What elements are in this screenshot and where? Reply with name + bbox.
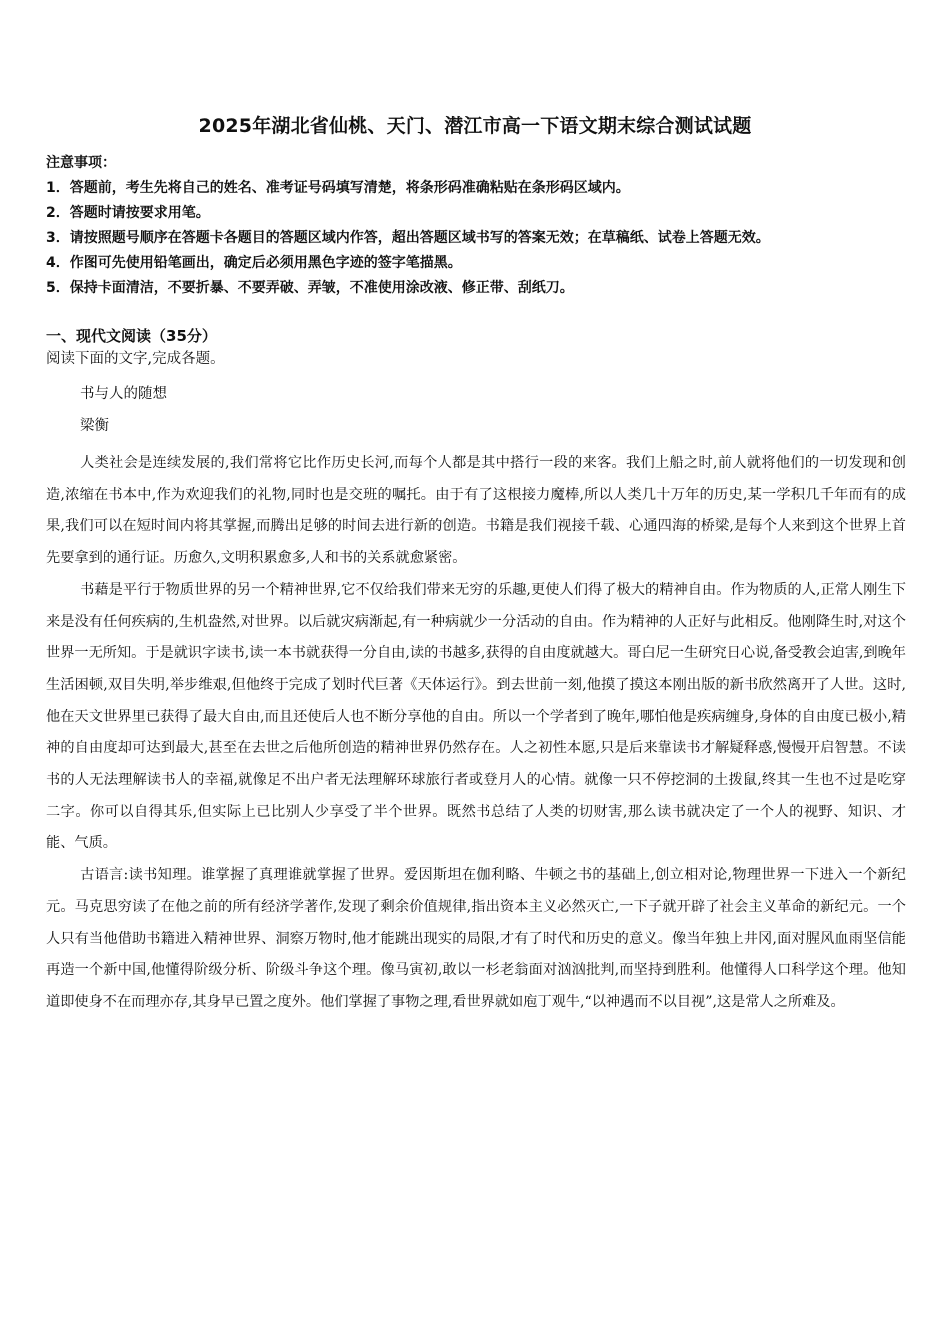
notice-heading: 注意事项： bbox=[46, 155, 116, 171]
page-title: 2025年湖北省仙桃、天门、潜江市高一下语文期末综合测试试题 bbox=[198, 115, 752, 137]
article-author: 梁衡 bbox=[80, 418, 109, 434]
article-paragraph: 人类社会是连续发展的,我们常将它比作历史长河,而每个人都是其中搭行一段的来客。我们上船之时,前人就将他们的一切发现和创造,浓缩在书本中,作为欢迎我们的礼物,同时也是交班的嘱托。由于有了这根接力魔棒,所以人类几十万年的历史,某一学积几千年而有的成果,我们可以在短时间内将其掌握,而腾出足够的时间去进行新的创造。书籍是我们视接千载、心通四海的桥梁,是每个人来到这个世界上首先要拿到的通行证。历愈久,文明积累愈多,人和书的关系就愈紧密。 bbox=[46, 455, 906, 567]
article-title: 书与人的随想 bbox=[80, 386, 167, 402]
notice-item: 3．请按照题号顺序在答题卡各题目的答题区域内作答，超出答题区域书写的答案无效；在草稿纸、试卷上答题无效。 bbox=[46, 230, 770, 246]
notice-item: 2．答题时请按要求用笔。 bbox=[46, 205, 210, 221]
notice-item: 4．作图可先使用铅笔画出，确定后必须用黑色字迹的签字笔描黑。 bbox=[46, 255, 462, 271]
notice-item: 1．答题前，考生先将自己的姓名、准考证号码填写清楚，将条形码准确粘贴在条形码区域内。 bbox=[46, 180, 630, 196]
article-paragraph: 古语言:读书知理。谁掌握了真理谁就掌握了世界。爱因斯坦在伽利略、牛顿之书的基础上,创立相对论,物理世界一下进入一个新纪元。马克思穷读了在他之前的所有经济学著作,发现了剩余价值规律,指出资本主义必然灭亡,一下子就开辟了社会主义革命的新纪元。一个人只有当他借助书籍进入精神世界、洞察万物时,他才能跳出现实的局限,才有了时代和历史的意义。像当年独上井冈,面对腥风血雨坚信能再造一个新中国,他懂得阶级分析、阶级斗争这个理。像马寅初,敢以一杉老翁面对汹汹批判,而坚持到胜利。他懂得人口科学这个理。他知道即使身不在而理亦存,其身早已置之度外。他们掌握了事物之理,看世界就如庖丁观牛,“以神遇而不以目视”,这是常人之所难及。 bbox=[46, 867, 906, 1010]
notice-block bbox=[46, 151, 916, 301]
section-heading: 一、现代文阅读（35分） bbox=[46, 327, 217, 345]
article-body bbox=[46, 448, 906, 1019]
article-paragraph: 书藉是平行于物质世界的另一个精神世界,它不仅给我们带来无穷的乐趣,更使人们得了极大的精神自由。作为物质的人,正常人刚生下来是没有任何疾病的,生机盎然,对世界。以后就灾病渐起,有一种病就少一分活动的自由。作为精神的人正好与此相反。他刚降生时,对这个世界一无所知。于是就识字读书,读一本书就获得一分自由,读的书越多,获得的自由度就越大。哥白尼一生研究日心说,备受教会迫害,到晚年生活困顿,双目失明,举步维艰,但他终于完成了划时代巨著《天体运行》。到去世前一刻,他摸了摸这本刚出版的新书欣然离开了人世。这时,他在天文世界里已获得了最大自由,而且还使后人也不断分享他的自由。所以一个学者到了晚年,哪怕他是疾病缠身,身体的自由度已极小,精神的自由度却可达到最大,甚至在去世之后他所创造的精神世界仍然存在。人之初性本愿,只是后来靠读书才解疑释惑,慢慢开启智慧。不读书的人无法理解读书人的幸福,就像足不出户者无法理解环球旅行者或登月人的心情。就像一只不停挖洞的土拨鼠,终其一生也不过是吃穿二字。你可以自得其乐,但实际上已比别人少享受了半个世界。既然书总结了人类的切财害,那么读书就决定了一个人的视野、知识、才能、气质。 bbox=[46, 581, 906, 852]
section-instruction: 阅读下面的文字,完成各题。 bbox=[46, 351, 225, 367]
notice-item: 5．保持卡面清洁，不要折暴、不要弄破、弄皱，不准使用涂改液、修正带、刮纸刀。 bbox=[46, 280, 574, 296]
